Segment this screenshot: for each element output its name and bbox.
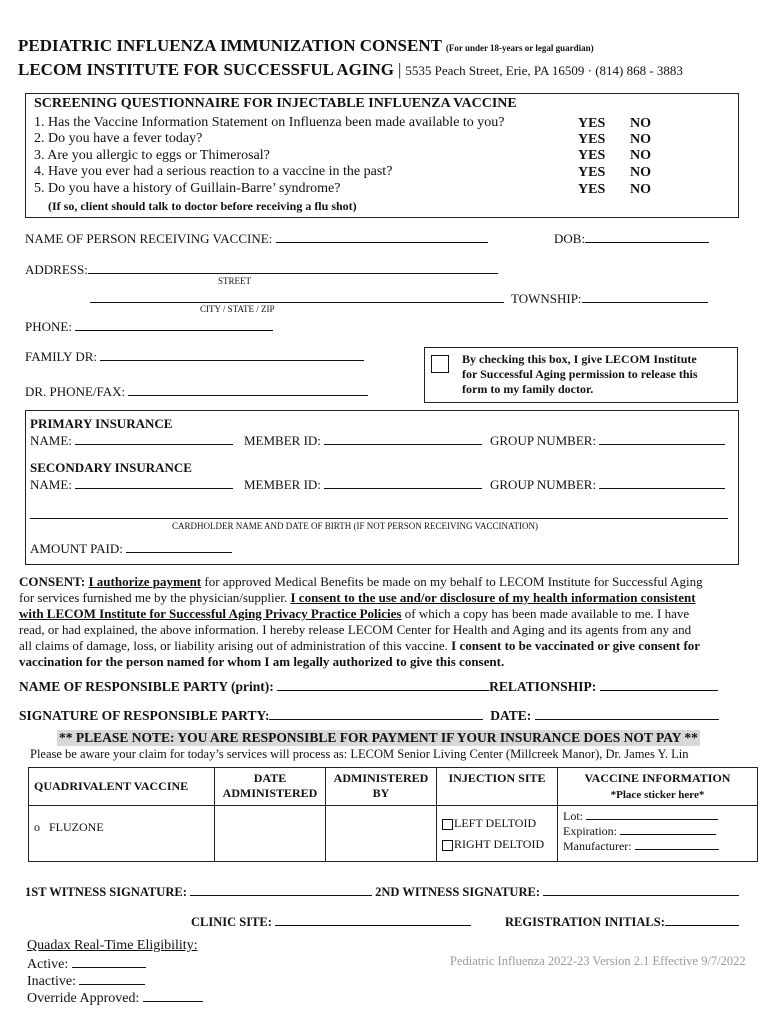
- lot-field[interactable]: Lot:: [563, 809, 752, 824]
- date-administered-cell[interactable]: [215, 806, 326, 862]
- header-vaccine-info: VACCINE INFORMATION *Place sticker here*: [558, 768, 758, 806]
- dr-phone-label: DR. PHONE/FAX:: [25, 384, 126, 399]
- cardholder-caption: CARDHOLDER NAME AND DATE OF BIRTH (IF NOT PERSON RECEIVING VACCINATION): [172, 521, 538, 531]
- org-address: 5535 Peach Street, Erie, PA 16509 · (814) 868 - 3883: [405, 63, 683, 78]
- primary-group-field[interactable]: GROUP NUMBER:: [490, 432, 725, 449]
- cardholder-field[interactable]: [30, 506, 728, 519]
- township-label: TOWNSHIP:: [511, 291, 582, 306]
- no-option-1[interactable]: NO: [630, 116, 651, 131]
- first-witness-field[interactable]: 1ST WITNESS SIGNATURE:: [25, 885, 372, 899]
- family-dr-field[interactable]: [25, 348, 364, 365]
- patient-name-label: NAME OF PERSON RECEIVING VACCINE:: [25, 231, 273, 246]
- sticker-note: *Place sticker here*: [610, 789, 705, 801]
- relationship-label: RELATIONSHIP:: [489, 679, 597, 694]
- screening-note: (If so, client should talk to doctor before receiving a flu shot): [48, 199, 357, 213]
- consent-line-5: all claims of damage, loss, or liability arising out of administration of this vaccine. I consent to be vaccinated or give consent for: [19, 638, 701, 653]
- yes-option-1[interactable]: YES: [578, 116, 606, 131]
- question-1: 1. Has the Vaccine Information Statement on Influenza been made available to you?: [34, 115, 505, 130]
- responsible-signature-field[interactable]: SIGNATURE OF RESPONSIBLE PARTY: DATE:: [19, 707, 719, 724]
- city-field[interactable]: [90, 290, 504, 307]
- city-caption: CITY / STATE / ZIP: [200, 304, 275, 314]
- no-option-2[interactable]: NO: [630, 132, 651, 147]
- secondary-member-field[interactable]: MEMBER ID:: [244, 476, 482, 493]
- primary-member-field[interactable]: MEMBER ID:: [244, 432, 482, 449]
- left-deltoid-option[interactable]: LEFT DELTOID: [442, 816, 552, 831]
- no-option-3[interactable]: NO: [630, 148, 651, 163]
- township-field[interactable]: [511, 290, 708, 307]
- release-text-1: By checking this box, I give LECOM Institute: [462, 352, 697, 366]
- header-vaccine: QUADRIVALENT VACCINE: [29, 768, 215, 806]
- administered-by-cell[interactable]: [326, 806, 437, 862]
- witness-line: [25, 883, 739, 900]
- consent-line-1: CONSENT: I authorize payment for approved Medical Benefits be made on my behalf to LECOM Institute for Successful Aging: [19, 574, 703, 589]
- primary-name-field[interactable]: NAME:: [30, 432, 233, 449]
- question-5: 5. Do you have a history of Guillain-Barre’ syndrome?: [34, 181, 341, 196]
- release-checkbox[interactable]: [431, 355, 449, 373]
- org-line: [18, 60, 683, 80]
- primary-insurance-title: PRIMARY INSURANCE: [30, 416, 173, 431]
- header-date: DATE ADMINISTERED: [215, 768, 326, 806]
- consent-line-2: for services furnished me by the physician/supplier. I consent to the use and/or disclosure of my health information consistent: [19, 590, 696, 605]
- title-note: (For under 18-years or legal guardian): [445, 43, 594, 53]
- family-dr-label: FAMILY DR:: [25, 349, 98, 364]
- date-label: DATE:: [490, 708, 532, 723]
- authorize-payment: I authorize payment: [88, 574, 202, 589]
- amount-paid-field[interactable]: AMOUNT PAID:: [30, 540, 232, 557]
- question-3: 3. Are you allergic to eggs or Thimerosal?: [34, 148, 270, 163]
- no-option-5[interactable]: NO: [630, 182, 651, 197]
- left-deltoid-checkbox[interactable]: [442, 819, 453, 830]
- manufacturer-field[interactable]: Manufacturer:: [563, 839, 752, 854]
- consent-line-4: read, or had explained, the above information. I hereby release LECOM Center for Health and Aging and its agents from any and: [19, 622, 692, 637]
- second-witness-field[interactable]: 2ND WITNESS SIGNATURE:: [375, 885, 739, 899]
- quadax-title: Quadax Real-Time Eligibility:: [27, 938, 198, 953]
- phone-field[interactable]: [25, 318, 273, 335]
- patient-name-field[interactable]: [25, 230, 488, 247]
- header-injection-site: INJECTION SITE: [437, 768, 558, 806]
- active-field[interactable]: Active:: [27, 955, 146, 973]
- dob-label: DOB:: [554, 231, 586, 246]
- injection-site-cell: [437, 806, 558, 862]
- vaccine-cell: [29, 806, 215, 862]
- no-option-4[interactable]: NO: [630, 165, 651, 180]
- override-field[interactable]: Override Approved:: [27, 989, 203, 1007]
- header-administered-by: ADMINISTERED BY: [326, 768, 437, 806]
- dr-phone-field[interactable]: [25, 383, 368, 400]
- clinic-site-field[interactable]: CLINIC SITE:: [191, 913, 471, 930]
- yes-option-5[interactable]: YES: [578, 182, 606, 197]
- screening-title: SCREENING QUESTIONNAIRE FOR INJECTABLE INFLUENZA VACCINE: [34, 96, 517, 111]
- consent-line-3: with LECOM Institute for Successful Aging Privacy Practice Policies of which a copy has been made available to me. I have: [19, 606, 690, 621]
- release-text-3: form to my family doctor.: [462, 382, 594, 396]
- claim-notice: Please be aware your claim for today’s services will process as: LECOM Senior Living Center (Millcreek Manor), Dr. James Y. Lin: [30, 747, 689, 761]
- consent-line-6: vaccination for the person named for whom I am legally authorized to give this consent.: [19, 654, 505, 669]
- secondary-group-field[interactable]: GROUP NUMBER:: [490, 476, 725, 493]
- secondary-name-field[interactable]: NAME:: [30, 476, 233, 493]
- expiration-field[interactable]: Expiration:: [563, 824, 752, 839]
- yes-option-3[interactable]: YES: [578, 148, 606, 163]
- page-title: PEDIATRIC INFLUENZA IMMUNIZATION CONSENT (For under 18-years or legal guardian): [18, 36, 594, 55]
- vaccine-info-cell: [558, 806, 758, 862]
- address-label: ADDRESS:: [25, 262, 88, 277]
- right-deltoid-checkbox[interactable]: [442, 840, 453, 851]
- right-deltoid-option[interactable]: RIGHT DELTOID: [442, 837, 552, 852]
- payment-notice-banner: ** PLEASE NOTE: YOU ARE RESPONSIBLE FOR PAYMENT IF YOUR INSURANCE DOES NOT PAY **: [59, 730, 698, 745]
- org-name: LECOM INSTITUTE FOR SUCCESSFUL AGING: [18, 60, 394, 79]
- responsible-name-field[interactable]: NAME OF RESPONSIBLE PARTY (print): RELATIONSHIP:: [19, 678, 718, 695]
- phone-label: PHONE:: [25, 319, 72, 334]
- registration-initials-field[interactable]: REGISTRATION INITIALS:: [505, 913, 739, 930]
- yes-option-4[interactable]: YES: [578, 165, 606, 180]
- question-2: 2. Do you have a fever today?: [34, 131, 203, 146]
- inactive-field[interactable]: Inactive:: [27, 972, 145, 990]
- version-footer: Pediatric Influenza 2022-23 Version 2.1 Effective 9/7/2022: [450, 954, 746, 968]
- vaccine-name: FLUZONE: [49, 820, 104, 834]
- secondary-insurance-title: SECONDARY INSURANCE: [30, 460, 192, 475]
- question-4: 4. Have you ever had a serious reaction to a vaccine in the past?: [34, 164, 393, 179]
- separator: |: [397, 60, 402, 79]
- dob-field[interactable]: [554, 230, 709, 247]
- vaccine-table: [28, 767, 758, 862]
- address-field[interactable]: [25, 261, 498, 278]
- yes-option-2[interactable]: YES: [578, 132, 606, 147]
- vaccine-bullet: o: [34, 820, 40, 834]
- release-text-2: for Successful Aging permission to release this: [462, 367, 698, 381]
- street-caption: STREET: [218, 276, 251, 286]
